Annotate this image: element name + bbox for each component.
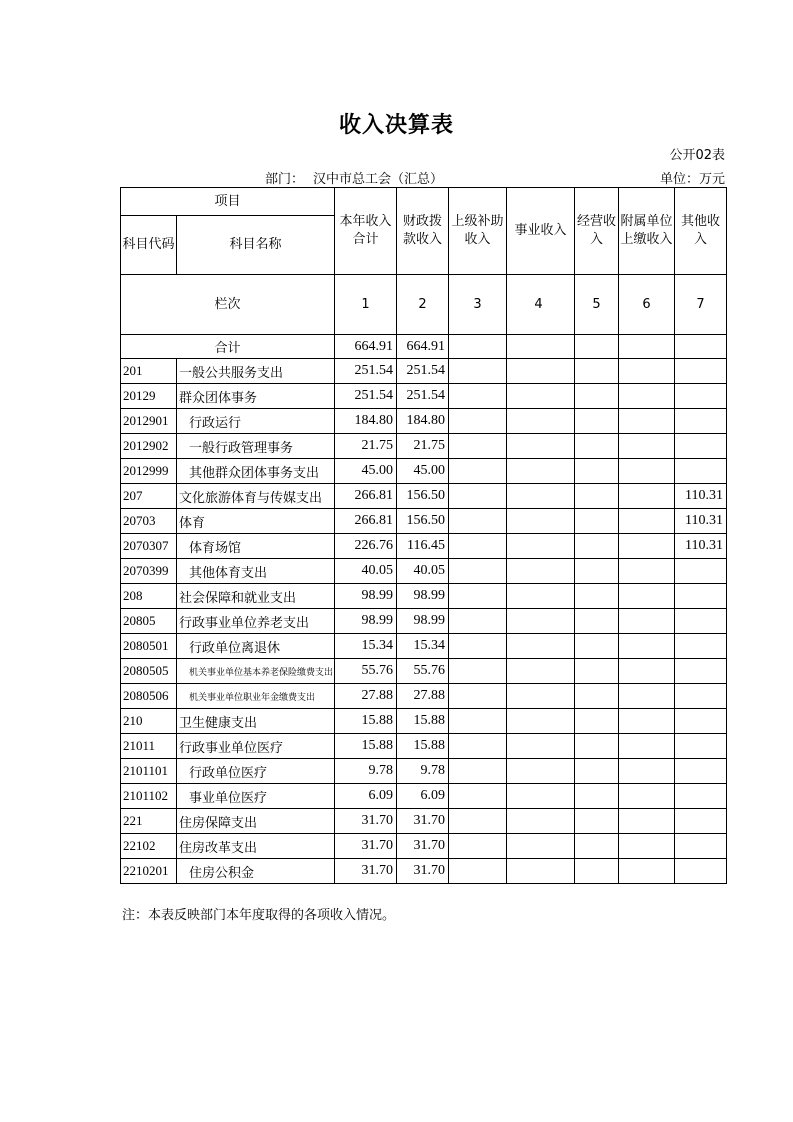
row-affiliated (619, 509, 675, 534)
row-superior (449, 709, 507, 734)
table-row (121, 584, 727, 609)
row-total: 184.80 (335, 409, 397, 434)
row-business (507, 534, 575, 559)
row-name: 住房改革支出 (177, 834, 335, 859)
row-business (507, 634, 575, 659)
table-row (121, 809, 727, 834)
department-name: 汉中市总工会（汇总） (313, 172, 444, 187)
row-affiliated (619, 709, 675, 734)
row-affiliated (619, 759, 675, 784)
row-fiscal: 55.76 (397, 659, 449, 684)
row-name: 一般公共服务支出 (177, 359, 335, 384)
row-other (675, 784, 727, 809)
row-superior (449, 584, 507, 609)
row-superior (449, 734, 507, 759)
row-superior (449, 684, 507, 709)
table-row (121, 459, 727, 484)
table-row (121, 659, 727, 684)
header-col-other: 其他收入 (675, 188, 727, 275)
row-fiscal: 156.50 (397, 484, 449, 509)
table-row (121, 784, 727, 809)
unit-label: 单位：万元 (659, 172, 725, 187)
row-operating (575, 709, 619, 734)
row-name: 住房公积金 (177, 859, 335, 884)
row-superior (449, 809, 507, 834)
row-affiliated (619, 459, 675, 484)
row-business (507, 609, 575, 634)
table-row (121, 684, 727, 709)
row-operating (575, 434, 619, 459)
row-affiliated (619, 634, 675, 659)
table-row (121, 384, 727, 409)
rank-5: 5 (575, 275, 619, 335)
row-affiliated (619, 609, 675, 634)
row-code: 2070399 (121, 559, 177, 584)
rank-1: 1 (335, 275, 397, 335)
row-superior (449, 784, 507, 809)
row-superior (449, 459, 507, 484)
total-label: 合计 (121, 335, 335, 359)
row-superior (449, 359, 507, 384)
row-fiscal: 27.88 (397, 684, 449, 709)
row-fiscal: 251.54 (397, 359, 449, 384)
row-other (675, 809, 727, 834)
row-affiliated (619, 784, 675, 809)
row-code: 207 (121, 484, 177, 509)
row-name: 行政单位离退休 (177, 634, 335, 659)
row-superior (449, 859, 507, 884)
row-superior (449, 434, 507, 459)
row-name: 体育 (177, 509, 335, 534)
rank-6: 6 (619, 275, 675, 335)
row-operating (575, 684, 619, 709)
row-fiscal: 6.09 (397, 784, 449, 809)
row-superior (449, 634, 507, 659)
row-fiscal: 9.78 (397, 759, 449, 784)
row-name: 行政单位医疗 (177, 759, 335, 784)
row-total: 9.78 (335, 759, 397, 784)
row-fiscal: 116.45 (397, 534, 449, 559)
row-code: 2012999 (121, 459, 177, 484)
rank-7: 7 (675, 275, 727, 335)
row-business (507, 459, 575, 484)
row-code: 2101101 (121, 759, 177, 784)
row-code: 208 (121, 584, 177, 609)
header-col-business: 事业收入 (507, 188, 575, 275)
row-total: 31.70 (335, 859, 397, 884)
row-name: 群众团体事务 (177, 384, 335, 409)
table-row (121, 834, 727, 859)
row-name: 其他群众团体事务支出 (177, 459, 335, 484)
total-row (121, 335, 727, 359)
row-total: 251.54 (335, 359, 397, 384)
row-code: 20129 (121, 384, 177, 409)
row-affiliated (619, 684, 675, 709)
row-business (507, 709, 575, 734)
row-fiscal: 31.70 (397, 834, 449, 859)
row-name: 其他体育支出 (177, 559, 335, 584)
row-operating (575, 484, 619, 509)
row-total: 15.34 (335, 634, 397, 659)
row-name: 机关事业单位基本养老保险缴费支出 (177, 659, 335, 684)
row-business (507, 759, 575, 784)
row-other (675, 434, 727, 459)
row-operating (575, 609, 619, 634)
table-row (121, 409, 727, 434)
header-col-affiliated: 附属单位上缴收入 (619, 188, 675, 275)
row-code: 20805 (121, 609, 177, 634)
row-code: 2070307 (121, 534, 177, 559)
header-name: 科目名称 (177, 216, 335, 275)
row-total: 27.88 (335, 684, 397, 709)
row-business (507, 434, 575, 459)
table-row (121, 434, 727, 459)
income-table (120, 187, 727, 884)
row-total: 15.88 (335, 734, 397, 759)
row-operating (575, 859, 619, 884)
row-operating (575, 384, 619, 409)
row-other (675, 684, 727, 709)
header-col-superior: 上级补助收入 (449, 188, 507, 275)
rank-4: 4 (507, 275, 575, 335)
table-row (121, 709, 727, 734)
row-code: 221 (121, 809, 177, 834)
department-label: 部门： (265, 172, 305, 187)
row-affiliated (619, 484, 675, 509)
row-operating (575, 509, 619, 534)
row-other (675, 609, 727, 634)
row-name: 机关事业单位职业年金缴费支出 (177, 684, 335, 709)
row-business (507, 409, 575, 434)
row-fiscal: 31.70 (397, 859, 449, 884)
row-business (507, 734, 575, 759)
row-superior (449, 609, 507, 634)
row-fiscal: 251.54 (397, 384, 449, 409)
row-operating (575, 459, 619, 484)
table-row (121, 859, 727, 884)
table-row (121, 509, 727, 534)
row-fiscal: 15.34 (397, 634, 449, 659)
row-other (675, 409, 727, 434)
row-fiscal: 21.75 (397, 434, 449, 459)
total-value: 664.91 (335, 335, 397, 359)
row-business (507, 359, 575, 384)
row-operating (575, 659, 619, 684)
row-total: 266.81 (335, 484, 397, 509)
row-superior (449, 659, 507, 684)
table-row (121, 634, 727, 659)
row-total: 55.76 (335, 659, 397, 684)
row-operating (575, 734, 619, 759)
row-business (507, 484, 575, 509)
row-superior (449, 384, 507, 409)
row-name: 文化旅游体育与传媒支出 (177, 484, 335, 509)
row-name: 卫生健康支出 (177, 709, 335, 734)
row-name: 事业单位医疗 (177, 784, 335, 809)
total-fiscal: 664.91 (397, 335, 449, 359)
table-row (121, 359, 727, 384)
row-fiscal: 98.99 (397, 584, 449, 609)
row-total: 98.99 (335, 609, 397, 634)
row-code: 21011 (121, 734, 177, 759)
row-business (507, 559, 575, 584)
row-total: 15.88 (335, 709, 397, 734)
row-total: 266.81 (335, 509, 397, 534)
row-business (507, 684, 575, 709)
row-operating (575, 409, 619, 434)
page-title: 收入决算表 (338, 113, 454, 138)
row-other (675, 559, 727, 584)
row-fiscal: 98.99 (397, 609, 449, 634)
row-name: 住房保障支出 (177, 809, 335, 834)
row-affiliated (619, 734, 675, 759)
row-other (675, 459, 727, 484)
row-code: 2012901 (121, 409, 177, 434)
row-superior (449, 484, 507, 509)
header-item: 项目 (121, 188, 335, 216)
table-note: 注：本表反映部门本年度取得的各项收入情况。 (122, 908, 396, 923)
row-affiliated (619, 534, 675, 559)
row-affiliated (619, 409, 675, 434)
row-other (675, 359, 727, 384)
row-name: 一般行政管理事务 (177, 434, 335, 459)
row-other (675, 834, 727, 859)
header-col-operating: 经营收入 (575, 188, 619, 275)
row-business (507, 509, 575, 534)
row-affiliated (619, 434, 675, 459)
row-other (675, 584, 727, 609)
row-superior (449, 834, 507, 859)
row-name: 行政事业单位养老支出 (177, 609, 335, 634)
row-total: 98.99 (335, 584, 397, 609)
row-superior (449, 534, 507, 559)
table-row (121, 759, 727, 784)
table-row (121, 609, 727, 634)
row-total: 6.09 (335, 784, 397, 809)
header-col-total: 本年收入合计 (335, 188, 397, 275)
row-name: 社会保障和就业支出 (177, 584, 335, 609)
row-other (675, 384, 727, 409)
row-total: 31.70 (335, 834, 397, 859)
header-col-fiscal: 财政拨款收入 (397, 188, 449, 275)
table-row (121, 534, 727, 559)
form-number: 公开02表 (669, 148, 725, 163)
row-business (507, 584, 575, 609)
row-business (507, 784, 575, 809)
row-affiliated (619, 584, 675, 609)
row-operating (575, 834, 619, 859)
row-operating (575, 784, 619, 809)
row-business (507, 384, 575, 409)
row-fiscal: 40.05 (397, 559, 449, 584)
rank-3: 3 (449, 275, 507, 335)
row-operating (575, 584, 619, 609)
row-affiliated (619, 559, 675, 584)
row-other (675, 634, 727, 659)
row-operating (575, 559, 619, 584)
row-code: 201 (121, 359, 177, 384)
rank-label: 栏次 (121, 275, 335, 335)
rank-2: 2 (397, 275, 449, 335)
row-code: 2080501 (121, 634, 177, 659)
row-total: 40.05 (335, 559, 397, 584)
row-fiscal: 15.88 (397, 709, 449, 734)
row-business (507, 859, 575, 884)
row-operating (575, 759, 619, 784)
row-code: 2080505 (121, 659, 177, 684)
row-other: 110.31 (675, 484, 727, 509)
row-business (507, 659, 575, 684)
row-name: 行政运行 (177, 409, 335, 434)
row-code: 210 (121, 709, 177, 734)
row-code: 2101102 (121, 784, 177, 809)
row-other (675, 859, 727, 884)
table-row (121, 484, 727, 509)
row-code: 2012902 (121, 434, 177, 459)
row-business (507, 834, 575, 859)
row-fiscal: 156.50 (397, 509, 449, 534)
row-superior (449, 509, 507, 534)
row-business (507, 809, 575, 834)
row-total: 226.76 (335, 534, 397, 559)
row-code: 22102 (121, 834, 177, 859)
row-fiscal: 15.88 (397, 734, 449, 759)
table-row (121, 559, 727, 584)
row-affiliated (619, 834, 675, 859)
row-other (675, 659, 727, 684)
row-affiliated (619, 859, 675, 884)
row-other: 110.31 (675, 509, 727, 534)
row-other: 110.31 (675, 534, 727, 559)
row-total: 45.00 (335, 459, 397, 484)
header-code: 科目代码 (121, 216, 177, 275)
row-total: 31.70 (335, 809, 397, 834)
row-code: 2210201 (121, 859, 177, 884)
row-operating (575, 634, 619, 659)
row-name: 行政事业单位医疗 (177, 734, 335, 759)
row-affiliated (619, 809, 675, 834)
row-affiliated (619, 659, 675, 684)
table-row (121, 734, 727, 759)
row-code: 2080506 (121, 684, 177, 709)
row-operating (575, 359, 619, 384)
row-affiliated (619, 359, 675, 384)
row-affiliated (619, 384, 675, 409)
row-fiscal: 31.70 (397, 809, 449, 834)
row-superior (449, 759, 507, 784)
row-name: 体育场馆 (177, 534, 335, 559)
row-other (675, 734, 727, 759)
row-operating (575, 534, 619, 559)
row-total: 21.75 (335, 434, 397, 459)
row-fiscal: 184.80 (397, 409, 449, 434)
row-operating (575, 809, 619, 834)
row-other (675, 709, 727, 734)
row-total: 251.54 (335, 384, 397, 409)
row-superior (449, 409, 507, 434)
row-other (675, 759, 727, 784)
row-fiscal: 45.00 (397, 459, 449, 484)
row-code: 20703 (121, 509, 177, 534)
row-superior (449, 559, 507, 584)
